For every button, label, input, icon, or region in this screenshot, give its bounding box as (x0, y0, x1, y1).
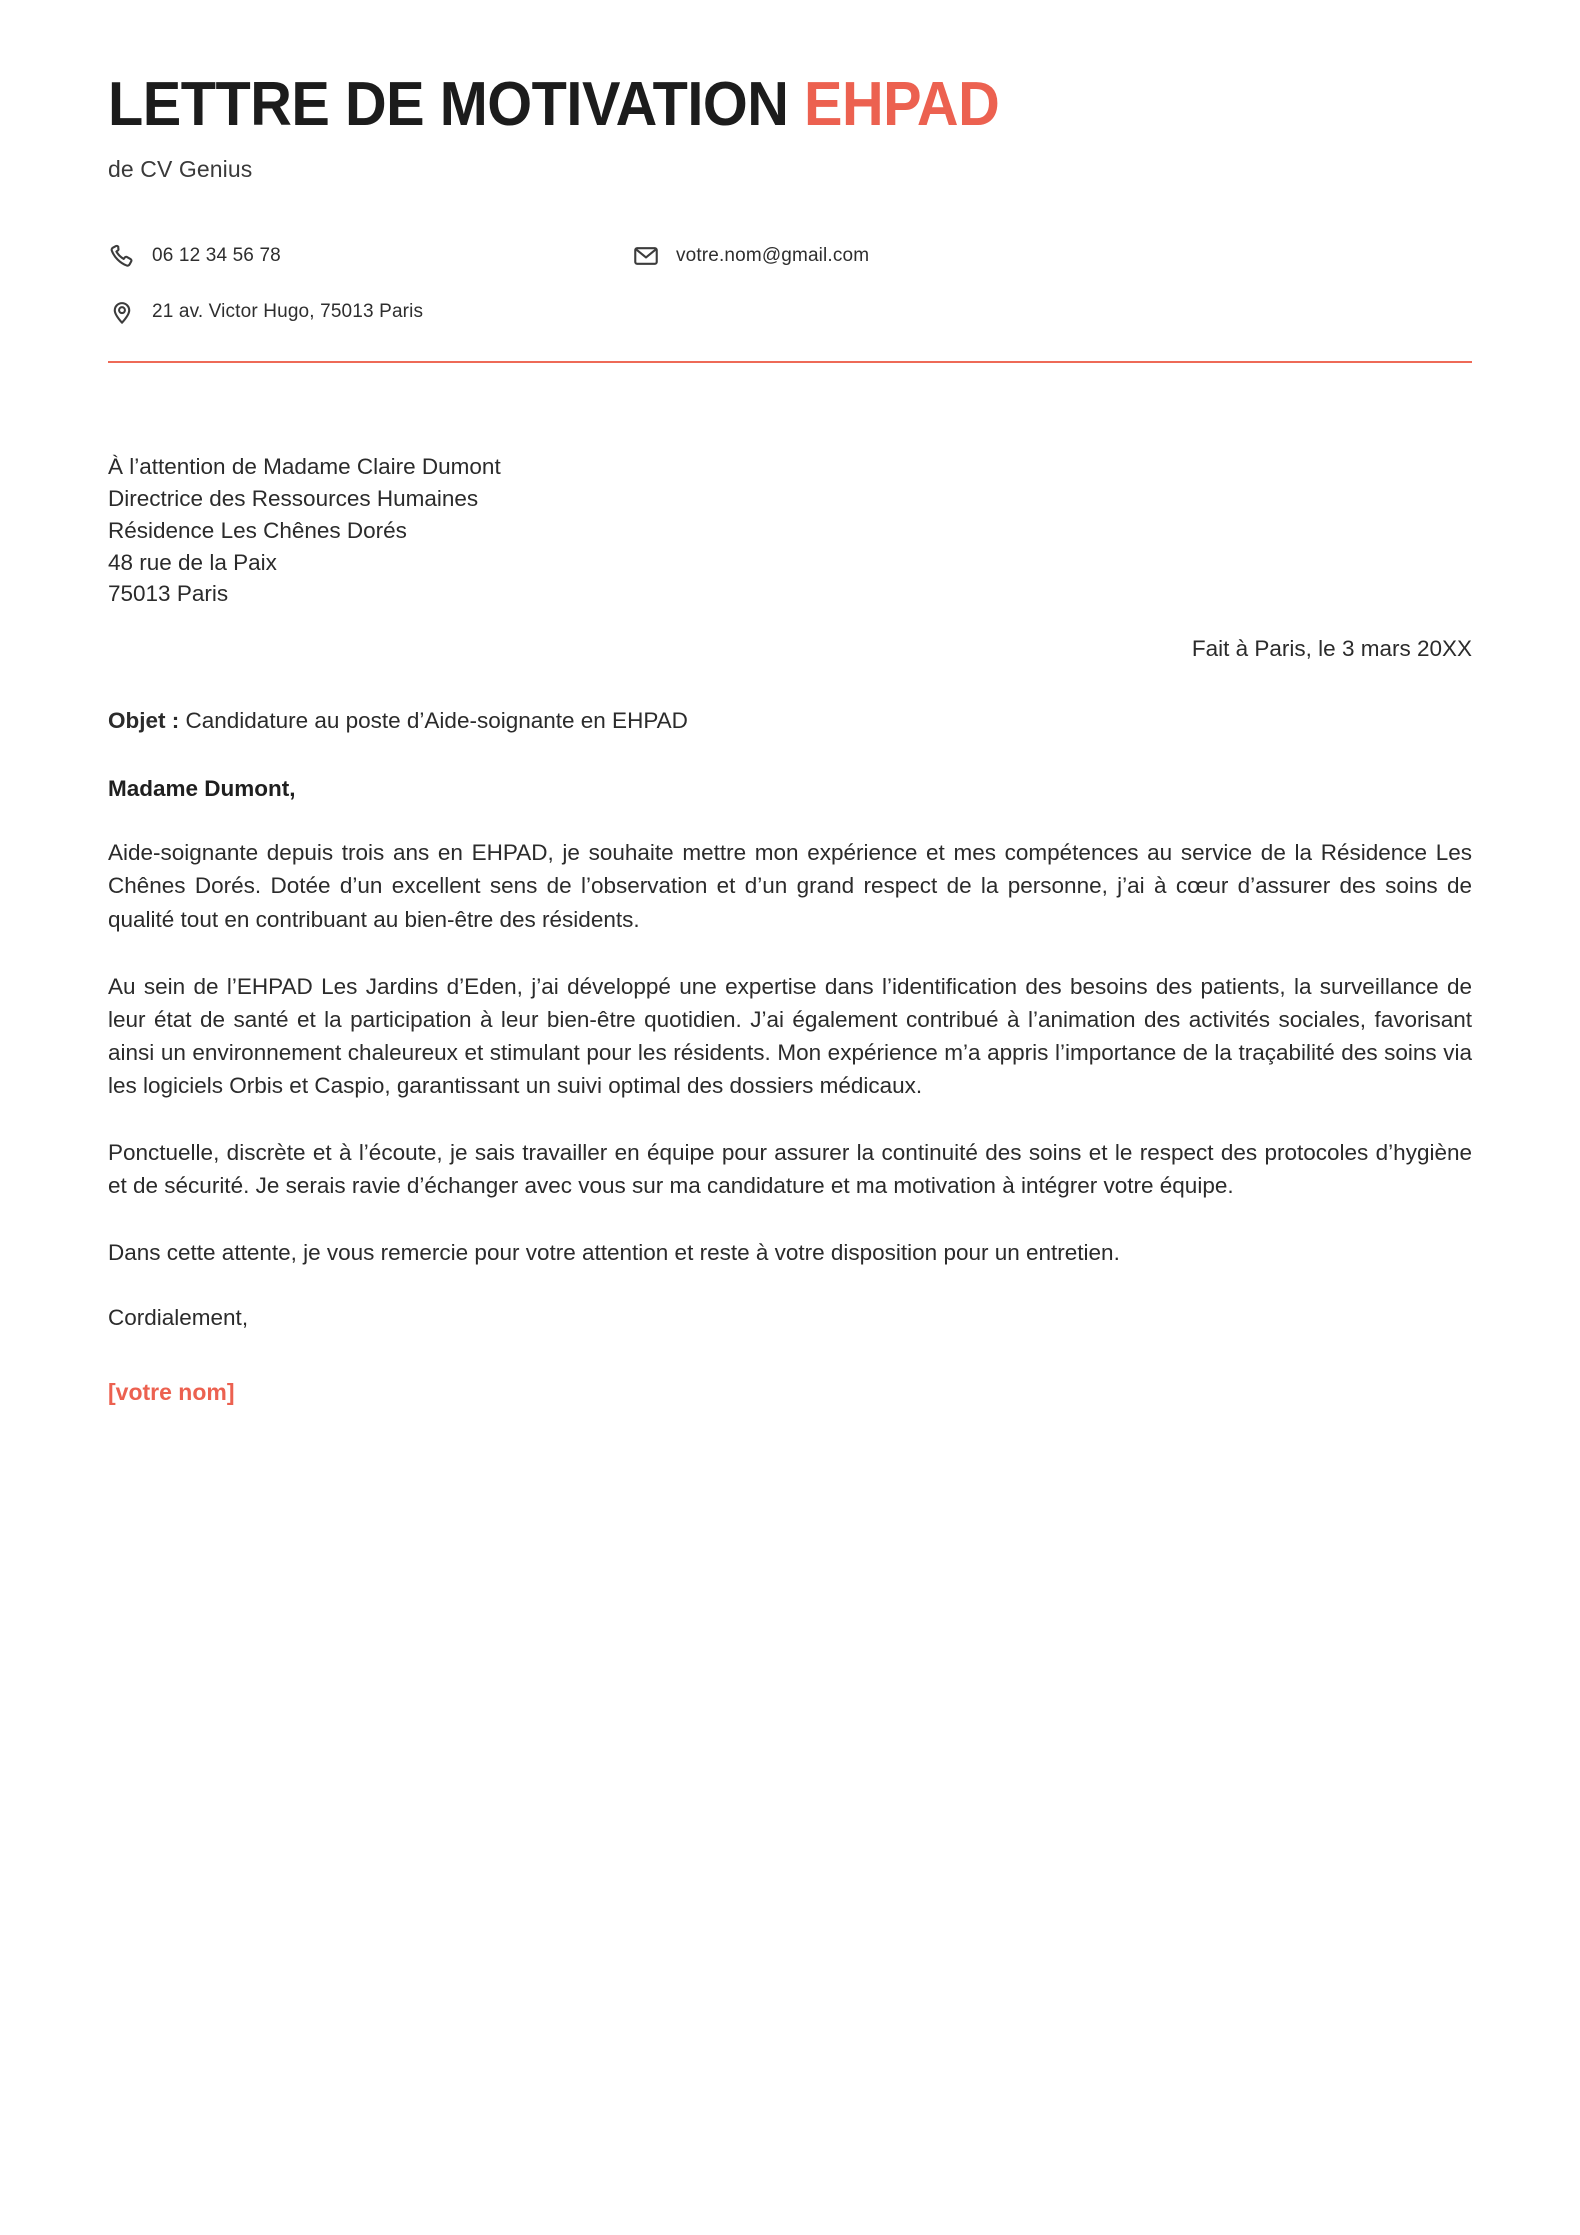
recipient-line: À l’attention de Madame Claire Dumont (108, 453, 501, 479)
location-pin-icon (108, 298, 152, 326)
signature-placeholder[interactable]: [votre nom] (108, 1379, 235, 1406)
subtitle: de CV Genius (108, 155, 253, 182)
letter-header (108, 0, 1472, 183)
envelope-icon (632, 242, 676, 270)
recipient-line: Directrice des Ressources Humaines (108, 485, 479, 511)
body-paragraph: Dans cette attente, je vous remercie pour votre attention et reste à votre disposition pour un entretien. (108, 1239, 1120, 1265)
recipient-line: Résidence Les Chênes Dorés (108, 517, 407, 543)
subject-label: Objet : (108, 708, 180, 734)
subject-value: Candidature au poste d’Aide-soignante en EHPAD (179, 708, 688, 734)
contact-row-primary (108, 239, 1472, 273)
body-paragraph: Ponctuelle, discrète et à l’écoute, je sais travailler en équipe pour assurer la continuité des soins et le respect des protocoles d’hygiène et de sécurité. Je serais ravie d’échanger avec vous sur ma candidature et ma motivation à intégrer votre équipe. (108, 1139, 1472, 1198)
closing-line: Cordialement, (108, 1305, 249, 1331)
letter-content (108, 451, 1472, 1406)
body-paragraph: Au sein de l’EHPAD Les Jardins d’Eden, j’ai développé une expertise dans l’identification des besoins des patients, la surveillance de leur état de santé et la participation à leur bien-être quotidien. J’ai également contribué à l’animation des activités sociales, favorisant ainsi un environnement chaleureux et stimulant pour les résidents. Mon expérience m’a appris l’importance de la traçabilité des soins via les logiciels Orbis et Caspio, garantissant un suivi optimal des dossiers médicaux. (108, 973, 1472, 1098)
contact-phone[interactable] (108, 242, 632, 270)
page-title (108, 72, 1377, 138)
contact-email[interactable] (632, 242, 869, 270)
recipient-block (108, 451, 1472, 611)
contact-details (108, 239, 1472, 329)
recipient-line: 75013 Paris (108, 581, 229, 607)
title-accent-text: EHPAD (804, 70, 1000, 139)
salutation: Madame Dumont, (108, 776, 296, 802)
header-divider (108, 361, 1472, 363)
email-value: votre.nom@gmail.com (676, 244, 870, 266)
contact-row-secondary (108, 295, 1472, 329)
phone-value: 06 12 34 56 78 (152, 244, 281, 266)
contact-address[interactable] (108, 298, 632, 326)
phone-icon (108, 242, 152, 270)
title-main-text: LETTRE DE MOTIVATION (108, 70, 789, 139)
subject-line (108, 708, 1472, 734)
recipient-line: 48 rue de la Paix (108, 549, 277, 575)
date-line: Fait à Paris, le 3 mars 20XX (1191, 636, 1472, 662)
body-paragraph: Aide-soignante depuis trois ans en EHPAD, je souhaite mettre mon expérience et mes compétences au service de la Résidence Les Chênes Dorés. Dotée d’un excellent sens de l’observation et d’un grand respect de la personne, j’ai à cœur d’assurer des soins de qualité tout en contribuant au bien-être des résidents. (108, 840, 1472, 932)
address-value: 21 av. Victor Hugo, 75013 Paris (152, 300, 424, 322)
